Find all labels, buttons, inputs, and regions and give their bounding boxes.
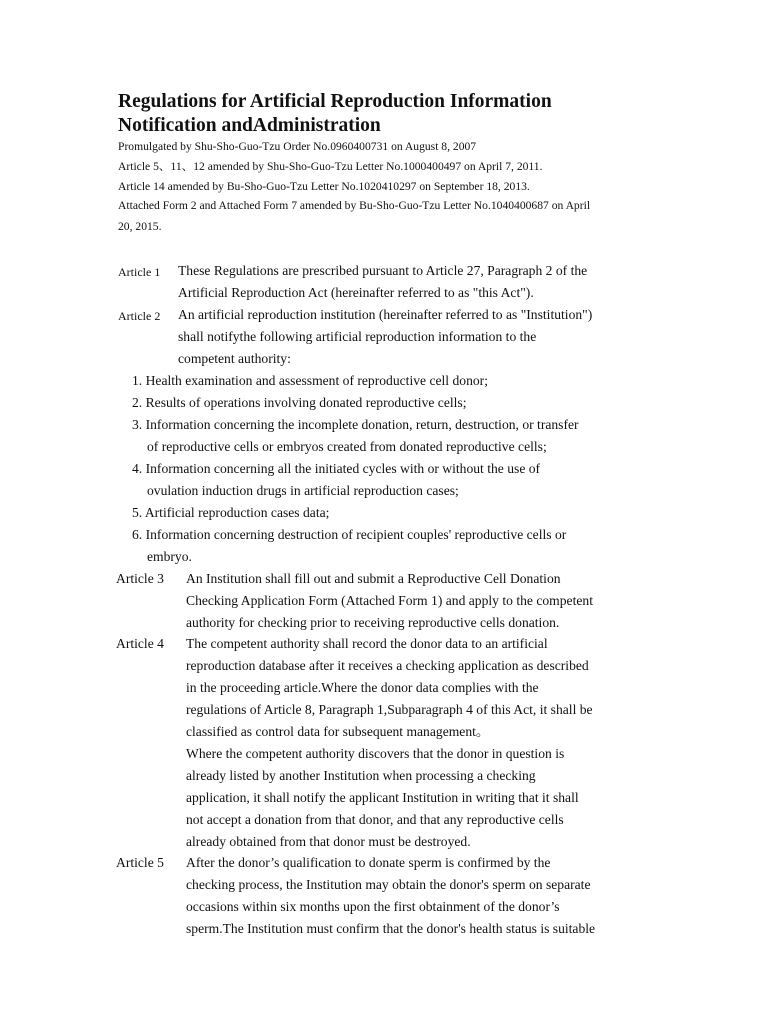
amendment-note-2015: Attached Form 2 and Attached Form 7 amended by Bu-Sho-Guo-Tzu Letter No.1040400687 on April (118, 199, 591, 212)
article-3-label: Article 3 (116, 571, 164, 586)
article-4-label: Article 4 (116, 636, 164, 651)
article-1-label: Article 1 (118, 265, 161, 279)
article-2-item: 4. Information concerning all the initiated cycles with or without the use of (132, 461, 541, 476)
article-5-line: After the donor’s qualification to donate sperm is confirmed by the (186, 855, 551, 870)
article-4-line: not accept a donation from that donor, and that any reproductive cells (186, 812, 564, 827)
article-4-line: reproduction database after it receives a checking application as described (186, 658, 589, 673)
article-5-line: occasions within six months upon the first obtainment of the donor’s (186, 899, 560, 914)
article-2-item: 6. Information concerning destruction of recipient couples' reproductive cells or (132, 527, 567, 542)
article-5-label: Article 5 (116, 855, 164, 870)
article-4-line: The competent authority shall record the donor data to an artificial (186, 636, 548, 651)
article-4-line: Where the competent authority discovers that the donor in question is (186, 746, 565, 761)
article-2-label: Article 2 (118, 309, 161, 323)
article-2-item: 1. Health examination and assessment of reproductive cell donor; (132, 373, 488, 388)
title-line-2: Notification andAdministration (118, 115, 381, 136)
article-2-item-cont: embryo. (147, 549, 192, 564)
article-5-line: sperm.The Institution must confirm that the donor's health status is suitable (186, 921, 596, 936)
article-4-line: application, it shall notify the applicant Institution in writing that it shall (186, 790, 579, 805)
article-2-item-cont: ovulation induction drugs in artificial reproduction cases; (147, 483, 459, 498)
article-2-item: 5. Artificial reproduction cases data; (132, 505, 330, 520)
article-4-line: regulations of Article 8, Paragraph 1,Subparagraph 4 of this Act, it shall be (186, 702, 593, 717)
article-4-line: already listed by another Institution when processing a checking (186, 768, 536, 783)
article-1-line: These Regulations are prescribed pursuant to Article 27, Paragraph 2 of the (178, 263, 588, 278)
article-2-item-cont: of reproductive cells or embryos created from donated reproductive cells; (147, 439, 547, 454)
article-3-line: authority for checking prior to receiving reproductive cells donation. (186, 615, 560, 630)
article-1-line: Artificial Reproduction Act (hereinafter referred to as "this Act"). (178, 285, 534, 300)
article-3-line: An Institution shall fill out and submit a Reproductive Cell Donation (186, 571, 561, 586)
promulgation-note: Promulgated by Shu-Sho-Guo-Tzu Order No.0960400731 on August 8, 2007 (118, 140, 477, 153)
article-2-line: An artificial reproduction institution (hereinafter referred to as "Institution") (178, 307, 593, 322)
article-2-item: 2. Results of operations involving donated reproductive cells; (132, 395, 467, 410)
title-line-1: Regulations for Artificial Reproduction Information (118, 91, 552, 112)
amendment-note-2011: Article 5、11、12 amended by Shu-Sho-Guo-Tzu Letter No.1000400497 on April 7, 2011. (118, 160, 543, 173)
article-2-line: shall notifythe following artificial reproduction information to the (178, 329, 537, 344)
article-4-line: in the proceeding article.Where the donor data complies with the (186, 680, 539, 695)
document-title (118, 90, 718, 138)
article-4-line: already obtained from that donor must be destroyed. (186, 834, 471, 849)
article-4-line: classified as control data for subsequent management。 (186, 724, 490, 739)
article-2-line: competent authority: (178, 351, 291, 366)
article-3-line: Checking Application Form (Attached Form 1) and apply to the competent (186, 593, 593, 608)
article-2-item: 3. Information concerning the incomplete donation, return, destruction, or transfer (132, 417, 579, 432)
amendment-note-2013: Article 14 amended by Bu-Sho-Guo-Tzu Letter No.1020410297 on September 18, 2013. (118, 180, 530, 193)
article-5-line: checking process, the Institution may obtain the donor's sperm on separate (186, 877, 591, 892)
amendment-note-2015-cont: 20, 2015. (118, 220, 162, 233)
